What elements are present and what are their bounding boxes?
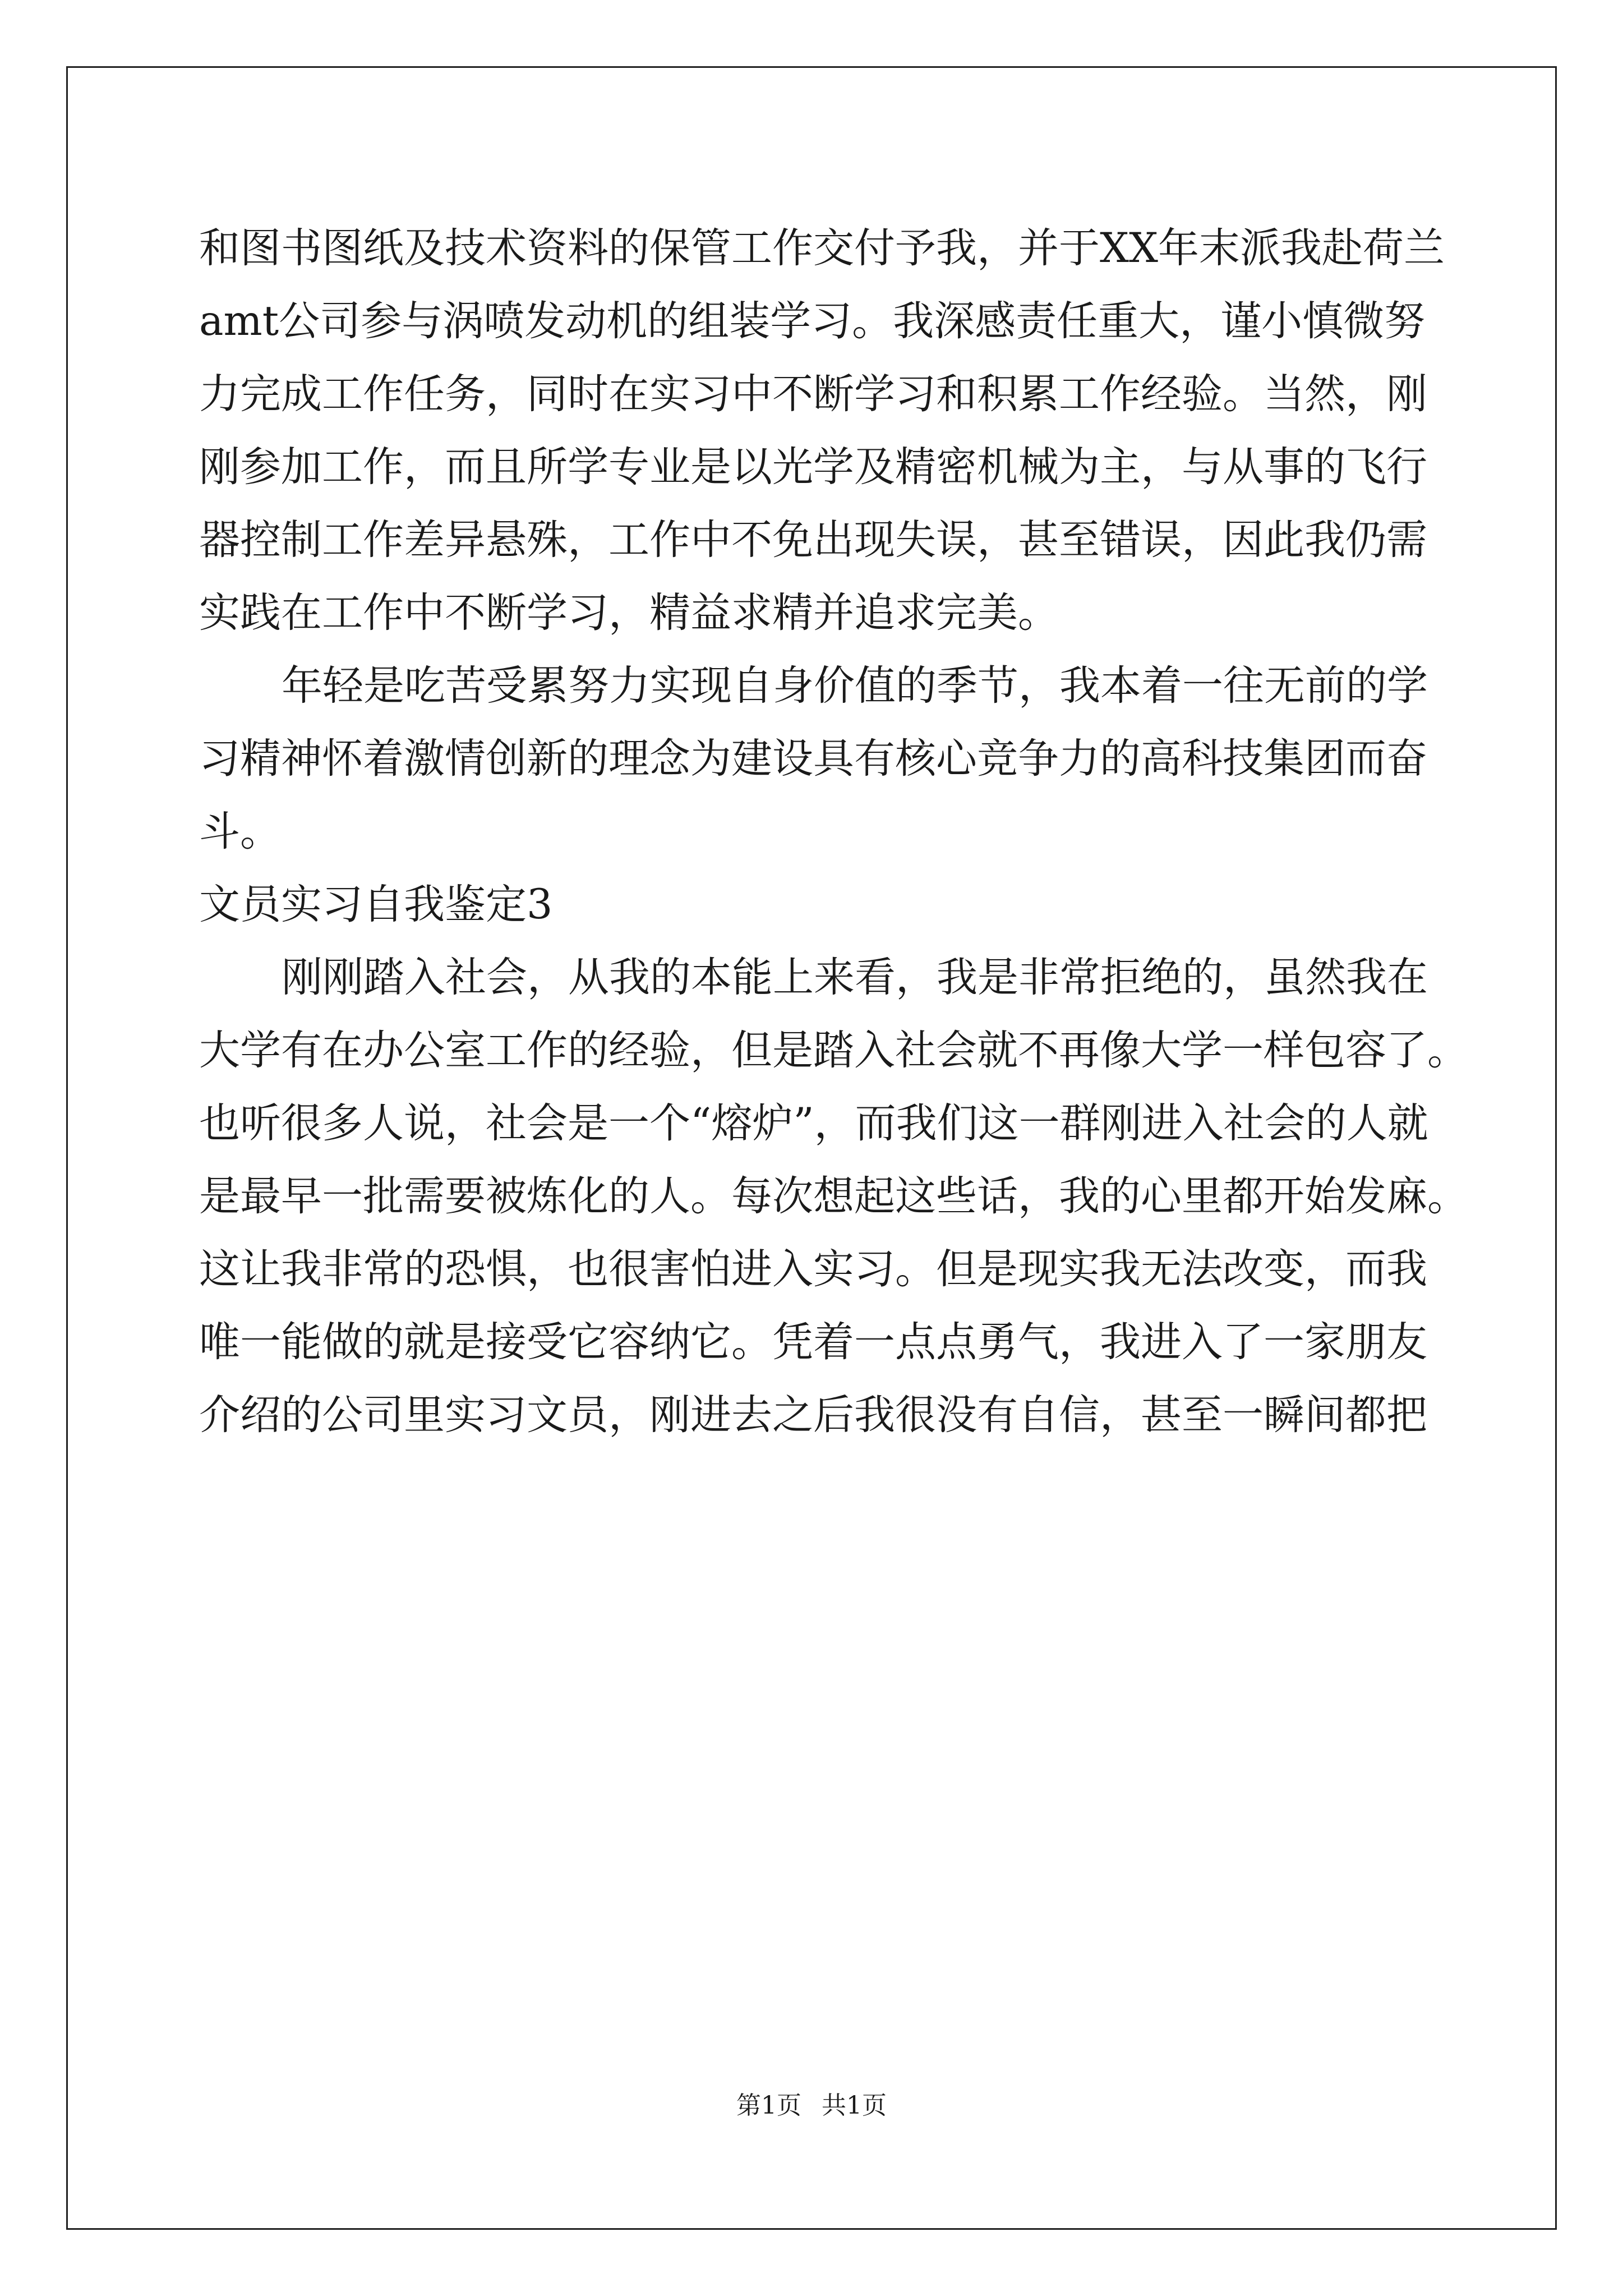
text-line: 刚参加工作，而且所学专业是以光学及精密机械为主，与从事的飞行	[199, 443, 1427, 491]
text-line: 这让我非常的恐惧，也很害怕进入实习。但是现实我无法改变，而我	[199, 1245, 1427, 1293]
text-line: 习精神怀着激情创新的理念为建设具有核心竞争力的高科技集团而奋	[199, 735, 1427, 783]
text-line: amt公司参与涡喷发动机的组装学习。我深感责任重大，谨小慎微努	[199, 297, 1426, 345]
section-heading: 文员实习自我鉴定3	[199, 881, 553, 928]
text-line: 器控制工作差异悬殊，工作中不免出现失误，甚至错误，因此我仍需	[199, 516, 1427, 564]
text-line: 和图书图纸及技术资料的保管工作交付予我，并于XX年末派我赴荷兰	[199, 224, 1445, 272]
page-total: 共1页	[822, 2091, 887, 2120]
text-line: 大学有在办公室工作的经验，但是踏入社会就不再像大学一样包容了。	[199, 1027, 1468, 1074]
text-line: 力完成工作任务，同时在实习中不断学习和积累工作经验。当然，刚	[199, 370, 1427, 418]
text-line: 介绍的公司里实习文员，刚进去之后我很没有自信，甚至一瞬间都把	[199, 1391, 1427, 1439]
page-footer	[0, 2089, 1623, 2123]
text-line: 也听很多人说，社会是一个“熔炉”，而我们这一群刚进入社会的人就	[199, 1099, 1428, 1147]
text-line: 实践在工作中不断学习，精益求精并追求完美。	[199, 589, 1059, 637]
page-number: 第1页	[736, 2091, 801, 2120]
paragraph-first-line: 刚刚踏入社会，从我的本能上来看，我是非常拒绝的，虽然我在	[282, 954, 1428, 1001]
text-line: 是最早一批需要被炼化的人。每次想起这些话，我的心里都开始发麻。	[199, 1172, 1468, 1220]
text-line: 唯一能做的就是接受它容纳它。凭着一点点勇气，我进入了一家朋友	[199, 1318, 1427, 1366]
paragraph-first-line: 年轻是吃苦受累努力实现自身价值的季节，我本着一往无前的学	[282, 662, 1428, 710]
text-line: 斗。	[199, 808, 281, 855]
